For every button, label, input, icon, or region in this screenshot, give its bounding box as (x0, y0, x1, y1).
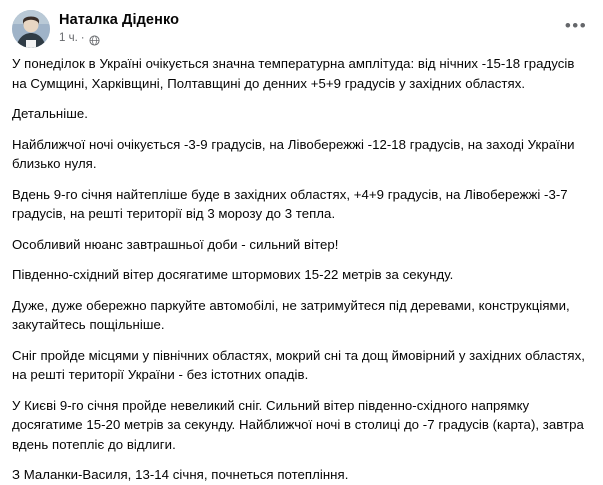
meta-separator: · (80, 32, 85, 44)
post-paragraph: У Києві 9-го січня пройде невеликий сніг. Сильний вітер південно-східного напрямку досягатиме 15-20 метрів за секунду. Найближчої ночі в столиці до -7 градусів (карта), завтра вдень потепліє до відлиги. (12, 397, 584, 452)
post-timestamp[interactable]: 1 ч. (59, 32, 78, 44)
post-author-block (59, 10, 179, 45)
globe-icon (89, 33, 100, 44)
post-body (0, 52, 603, 485)
post-paragraph: Найближчої ночі очікується -3-9 градусів, на Лівобережжі -12-18 градусів, на заході України близько нуля. (12, 136, 575, 171)
post-paragraph: У понеділок в Україні очікується значна температурна амплітуда: від нічних -15-18 градусів на Сумщині, Харківщині, Полтавщині до денних +5+9 градусів у західних областях. (12, 56, 575, 91)
post-header (0, 0, 603, 52)
post-paragraph: Сніг пройде місцями у північних областях, мокрий сні та дощ ймовірний у західних областях, на решті території України - без істотних опадів. (12, 347, 585, 382)
post-meta (59, 31, 179, 45)
author-name[interactable]: Наталка Діденко (59, 12, 180, 28)
post-paragraph: Детальніше. (12, 106, 88, 121)
avatar[interactable] (12, 10, 50, 48)
post-paragraph: Особливий нюанс завтрашньої доби - сильний вітер! (12, 236, 339, 252)
post-paragraph: Південно-східний вітер досягатиме штормових 15-22 метрів за секунду. (12, 267, 454, 282)
more-options-icon[interactable]: ••• (564, 15, 588, 35)
post-paragraph: Дуже, дуже обережно паркуйте автомобілі, не затримуйтеся під деревами, конструкціями, закутайтесь пощільніше. (12, 297, 570, 332)
post-paragraph: Вдень 9-го січня найтепліше буде в західних областях, +4+9 градусів, на Лівобережжі -3-7 градусів, на решті території від 3 морозу до 3 тепла. (12, 186, 568, 221)
post-paragraph: З Маланки-Василя, 13-14 січня, почнеться потепління. (12, 467, 349, 482)
